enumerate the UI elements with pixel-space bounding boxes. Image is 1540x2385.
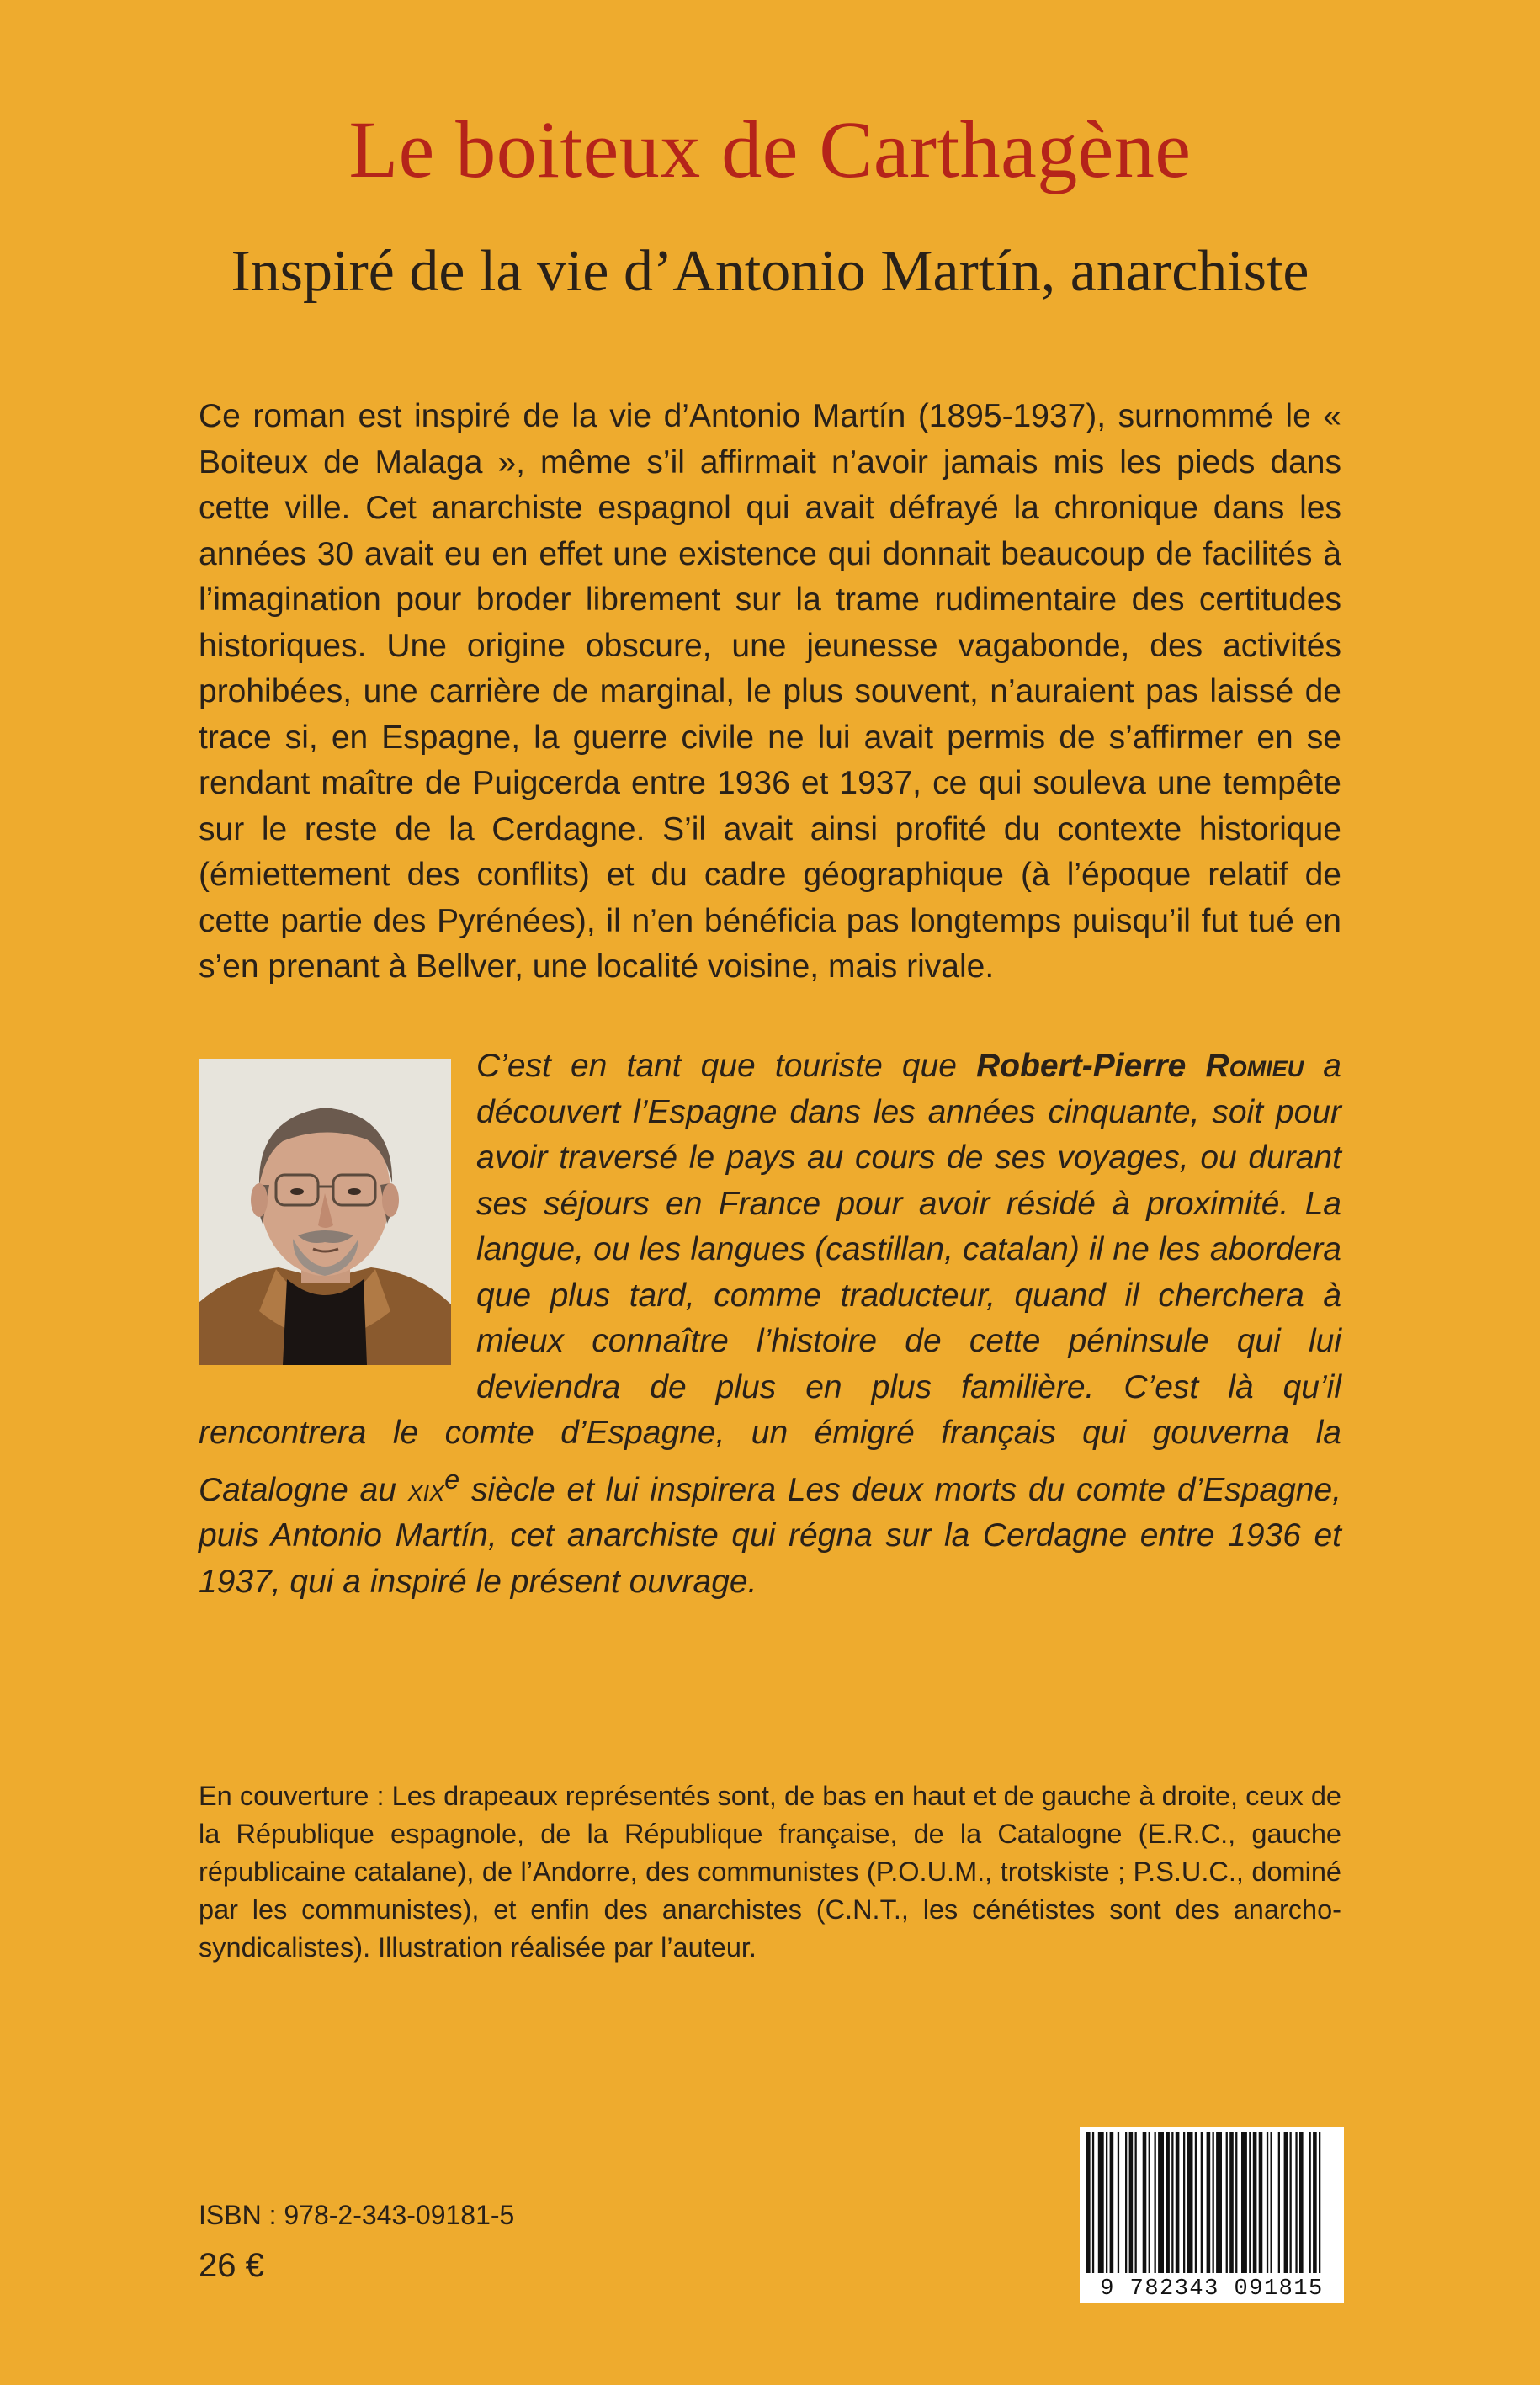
barcode-bar	[1253, 2132, 1257, 2273]
barcode-bar	[1092, 2132, 1094, 2273]
barcode-bar	[1299, 2132, 1304, 2273]
barcode-bar	[1098, 2132, 1104, 2273]
summary-paragraph: Ce roman est inspiré de la vie d’Antonio Martín (1895-1937), surnommé le « Boiteux de Malaga », même s’il affirmait n’avoir jamais mis les pieds dans cette ville. Cet anarchiste espagnol qui avait défrayé la chronique dans les années 30 avait eu en effet une existence qui donnait beaucoup de facilités à l’imagination pour broder librement sur la trame rudimentaire des certitudes historiques. Une origine obscure, une jeunesse vagabonde, des activités prohibées, une carrière de marginal, le plus souvent, n’auraient pas laissé de trace si, en Espagne, la guerre civile ne lui avait permis de s’affirmer en se rendant maître de Puigcerda entre 1936 et 1937, ce qui souleva une tempête sur le reste de la Cerdagne. S’il avait ainsi profité du contexte historique (émiettement des conflits) et du cadre géographique (à l’époque relatif de cette partie des Pyrénées), il n’en bénéficia pas longtemps puisqu’il fut tué en s’en prenant à Bellver, une localité voisine, mais rivale.	[199, 398, 1341, 985]
barcode-bar	[1106, 2132, 1107, 2273]
century-superscript: e	[444, 1463, 460, 1495]
author-portrait-image	[199, 1059, 451, 1365]
barcode-bar	[1166, 2132, 1170, 2273]
barcode-bar	[1278, 2132, 1280, 2273]
barcode-bar	[1309, 2132, 1311, 2273]
barcode-bar	[1235, 2132, 1237, 2273]
barcode-bar	[1226, 2132, 1228, 2273]
barcode-bar	[1110, 2132, 1114, 2273]
barcode-bar	[1187, 2132, 1193, 2273]
barcode-bar	[1290, 2132, 1292, 2273]
barcode-bar	[1118, 2132, 1119, 2273]
barcode-bar	[1129, 2132, 1134, 2273]
cover-illustration-note: En couverture : Les drapeaux représentés sont, de bas en haut et de gauche à droite, ceux de la République espagnole, de la République française, de la Catalogne (E.R.C., gauche républicaine catalane), de l’Andorre, des communistes (P.O.U.M., trotskiste ; P.S.U.C., dominé par les communistes), et enfin des anarchistes (C.N.T., les cénétistes sont des anarcho-syndicalistes). Illustration réalisée par l’auteur.	[199, 1781, 1341, 1963]
author-name	[976, 1048, 1304, 1084]
price: 26 €	[199, 2247, 264, 2284]
barcode-bar	[1259, 2132, 1263, 2273]
barcode-bar	[1158, 2132, 1164, 2273]
barcode-bar	[1267, 2132, 1268, 2273]
barcode-bar	[1271, 2132, 1272, 2273]
author-bio-part1: a découvert l’Espagne dans les années cinquante, soit pour avoir traversé le pays au cours de ses voyages, ou durant ses séjours en France pour avoir résidé à proximité. La langue, ou les langues (castillan, catalan) il ne les abordera que plus tard, comme traducteur, quand il cherchera à mieux connaître l’histoire de cette péninsule qui lui deviendra de plus en plus familière. C’est là qu’il rencontrera le comte d’Espagne, un émigré français qui gouverna la Catalogne au	[199, 1048, 1341, 1508]
century-numeral: xix	[407, 1471, 445, 1508]
barcode-bar	[1241, 2132, 1247, 2273]
author-bio	[199, 1044, 1341, 1605]
author-bio-part2: siècle et lui inspirera Les deux morts du comte d’Espagne, puis Antonio Martín, cet anarchiste qui régna sur la Cerdagne entre 1936 et 1937, qui a inspiré le présent ouvrage.	[199, 1471, 1341, 1600]
barcode-bar	[1125, 2132, 1127, 2273]
barcode-bar	[1176, 2132, 1180, 2273]
barcode-bar	[1195, 2132, 1197, 2273]
barcode-digits: 9 782343 091815	[1100, 2276, 1324, 2302]
barcode-bar	[1249, 2132, 1251, 2273]
barcode-bar	[1201, 2132, 1203, 2273]
barcode-bar	[1284, 2132, 1288, 2273]
barcode-bar	[1313, 2132, 1317, 2273]
author-first-name: Robert-Pierre	[976, 1048, 1206, 1084]
barcode-bar	[1155, 2132, 1156, 2273]
barcode-bar	[1143, 2132, 1147, 2273]
barcode-bar	[1207, 2132, 1211, 2273]
author-last-name: Romieu	[1205, 1048, 1304, 1084]
author-photo	[199, 1059, 451, 1365]
barcode	[1080, 2127, 1344, 2303]
barcode-bars	[1080, 2127, 1344, 2275]
book-subtitle: Inspiré de la vie d’Antonio Martín, anarchiste	[231, 239, 1309, 304]
barcode-bar	[1183, 2132, 1185, 2273]
book-title: Le boiteux de Carthagène	[348, 104, 1192, 194]
barcode-bar	[1319, 2132, 1320, 2273]
barcode-bar	[1086, 2132, 1091, 2273]
author-intro: C’est en tant que touriste que	[476, 1048, 977, 1084]
barcode-bar	[1171, 2132, 1173, 2273]
barcode-bar	[1229, 2132, 1234, 2273]
barcode-bar	[1135, 2132, 1137, 2273]
barcode-bar	[1213, 2132, 1214, 2273]
barcode-bar	[1216, 2132, 1222, 2273]
isbn: ISBN : 978-2-343-09181-5	[199, 2200, 515, 2230]
barcode-bar	[1295, 2132, 1297, 2273]
barcode-bar	[1149, 2132, 1150, 2273]
